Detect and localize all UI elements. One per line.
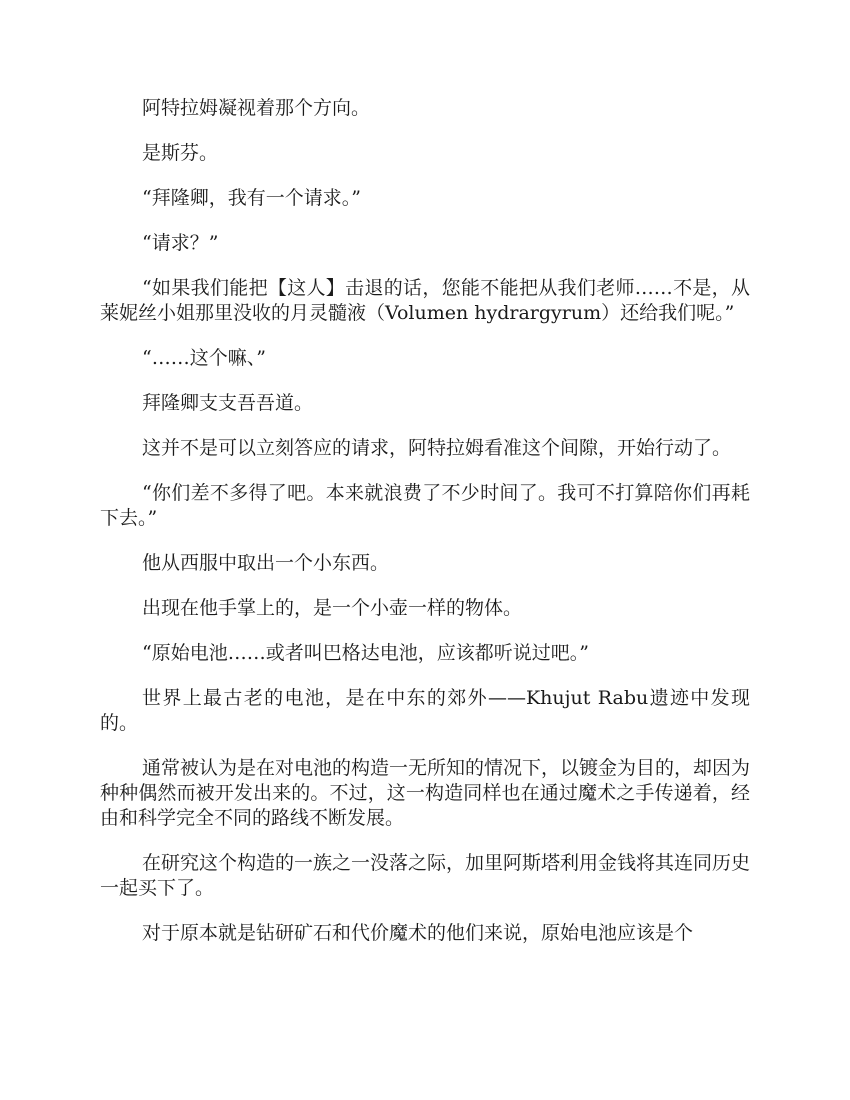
paragraph: “拜隆卿，我有一个请求。” xyxy=(142,187,361,209)
paragraph: 拜隆卿支支吾吾道。 xyxy=(142,392,314,414)
paragraph: 这并不是可以立刻答应的请求，阿特拉姆看准这个间隙，开始行动了。 xyxy=(142,437,732,459)
paragraph: “……这个嘛、” xyxy=(142,347,266,369)
paragraph: “你们差不多得了吧。本来就浪费了不少时间了。我可不打算陪你们再耗下去。” xyxy=(100,482,750,529)
paragraph: 阿特拉姆凝视着那个方向。 xyxy=(142,97,371,119)
paragraph: 是斯芬。 xyxy=(142,142,219,164)
body-text xyxy=(100,96,750,966)
paragraph: 出现在他手掌上的，是一个小壶一样的物体。 xyxy=(142,597,523,619)
paragraph: 通常被认为是在对电池的构造一无所知的情况下，以镀金为目的，却因为种种偶然而被开发出来的。不过，这一构造同样也在通过魔术之手传递着，经由和科学完全不同的路线不断发展。 xyxy=(100,757,751,829)
paragraph: 对于原本就是钻研矿石和代价魔术的他们来说，原始电池应该是个 xyxy=(142,922,694,944)
paragraph: 他从西服中取出一个小东西。 xyxy=(142,552,390,574)
paragraph: 在研究这个构造的一族之一没落之际，加里阿斯塔利用金钱将其连同历史一起买下了。 xyxy=(100,852,751,899)
paragraph: “如果我们能把【这人】击退的话，您能不能把从我们老师……不是，从莱妮丝小姐那里没收的月灵髓液（Volumen hydrargyrum）还给我们呢。” xyxy=(100,277,750,324)
paragraph: 世界上最古老的电池，是在中东的郊外——Khujut Rabu遗迹中发现的。 xyxy=(100,687,750,734)
paragraph: “请求？” xyxy=(142,232,219,254)
paragraph: “原始电池……或者叫巴格达电池，应该都听说过吧。” xyxy=(142,642,589,664)
